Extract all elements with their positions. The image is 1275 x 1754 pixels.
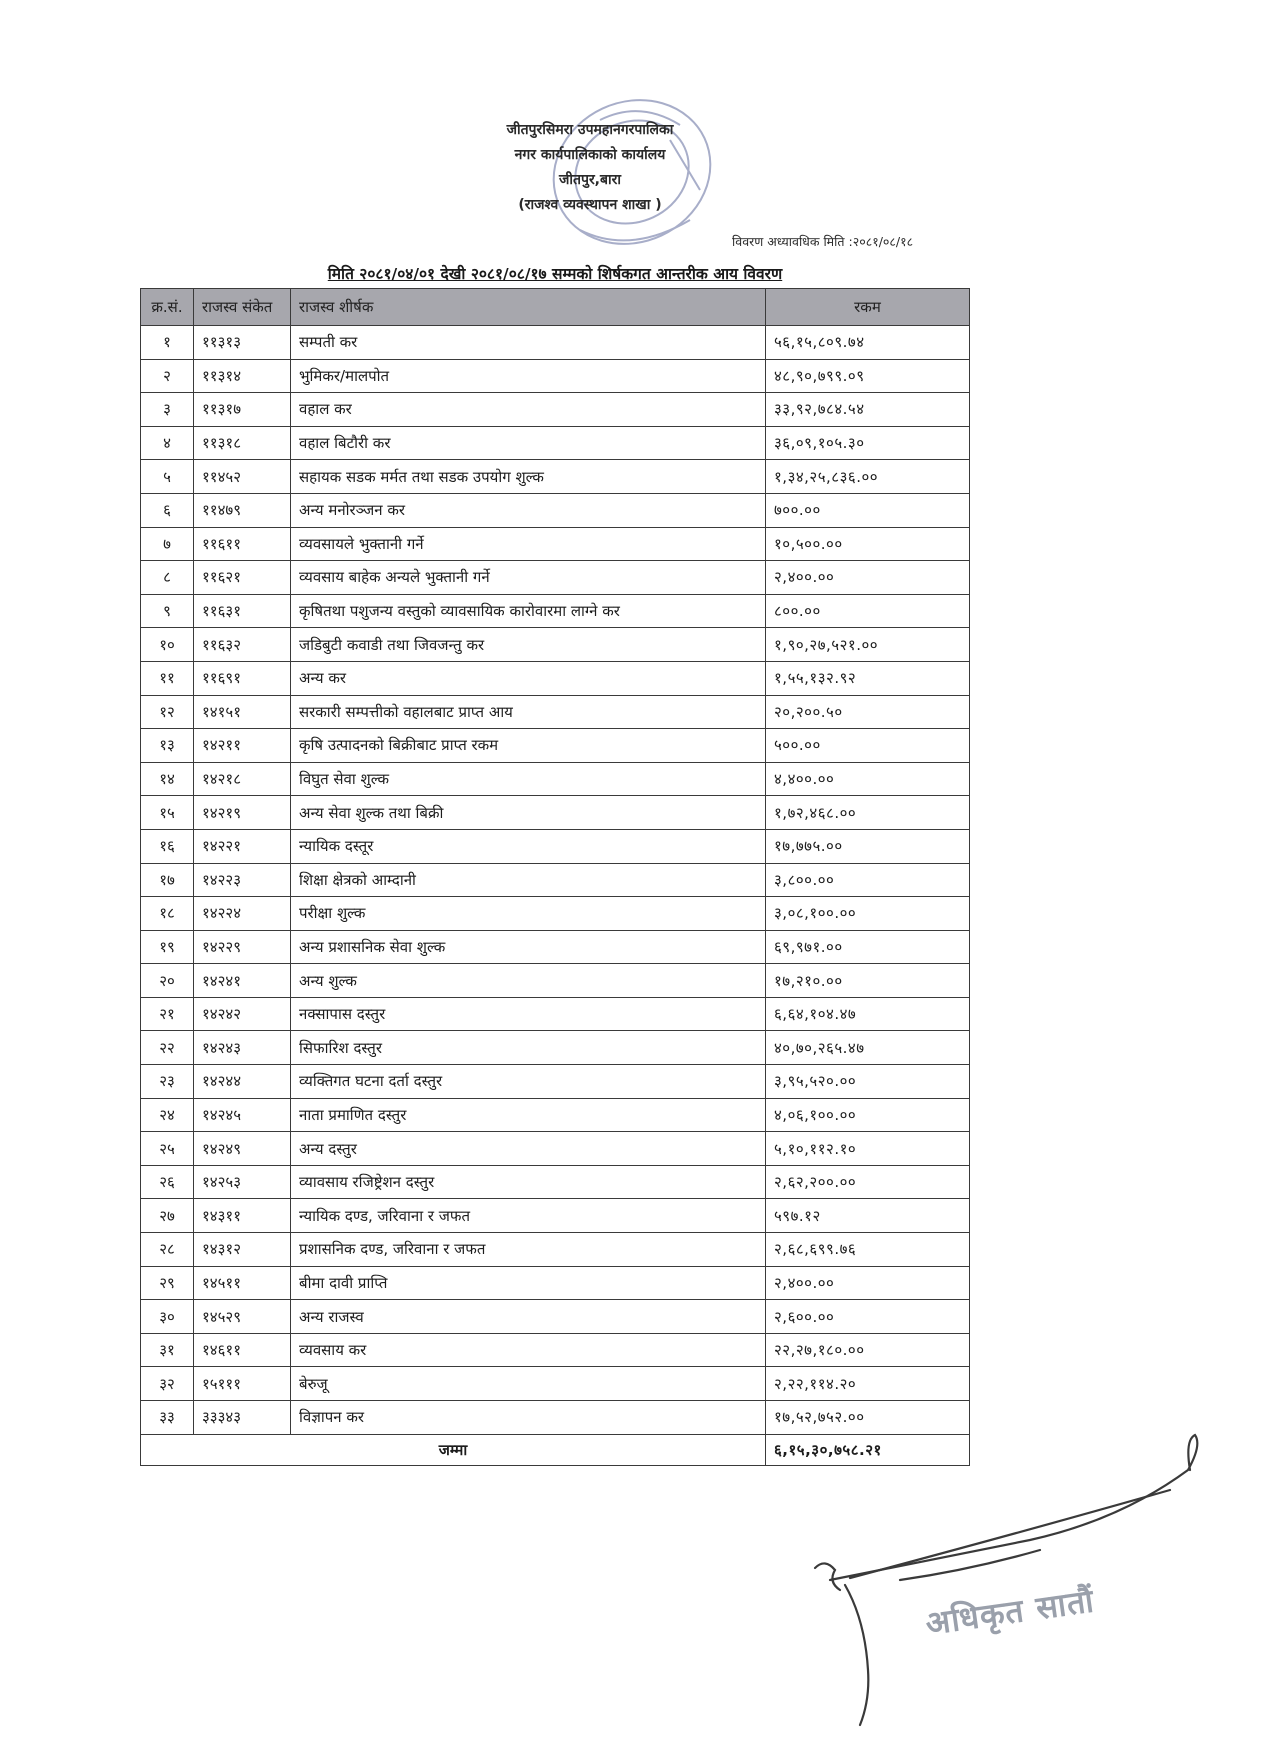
revenue-table [140, 288, 970, 1466]
table-row [141, 1333, 970, 1367]
cell-amount: ७००.०० [766, 493, 970, 527]
cell-sn: १९ [141, 930, 194, 964]
cell-sn: २६ [141, 1165, 194, 1199]
table-row [141, 964, 970, 998]
cell-heading: सरकारी सम्पत्तीको वहालबाट प्राप्त आय [291, 695, 766, 729]
cell-sn: ४ [141, 426, 194, 460]
cell-sn: १७ [141, 863, 194, 897]
cell-sn: २३ [141, 1065, 194, 1099]
signature [790, 1430, 1210, 1730]
office-name: नगर कार्यपालिकाको कार्यालय [514, 147, 666, 163]
cell-amount: १,७२,४६८.०० [766, 796, 970, 830]
cell-code: १४३१२ [194, 1233, 291, 1267]
cell-heading: व्यवसाय कर [291, 1333, 766, 1367]
table-row [141, 460, 970, 494]
cell-amount: २,४००.०० [766, 561, 970, 595]
revenue-table-body [141, 326, 970, 1435]
cell-code: १४५२९ [194, 1300, 291, 1334]
table-row [141, 1132, 970, 1166]
cell-amount: १,३४,२५,८३६.०० [766, 460, 970, 494]
cell-sn: २९ [141, 1266, 194, 1300]
cell-heading: अन्य मनोरञ्जन कर [291, 493, 766, 527]
cell-heading: सहायक सडक मर्मत तथा सडक उपयोग शुल्क [291, 460, 766, 494]
cell-code: १४२४५ [194, 1098, 291, 1132]
cell-sn: ६ [141, 493, 194, 527]
cell-sn: १८ [141, 897, 194, 931]
cell-code: ११३१३ [194, 326, 291, 360]
cell-code: १४२४४ [194, 1065, 291, 1099]
cell-amount: २,२२,११४.२० [766, 1367, 970, 1401]
col-header-amount: रकम [766, 289, 970, 326]
cell-heading: अन्य प्रशासनिक सेवा शुल्क [291, 930, 766, 964]
municipality-name: जीतपुरसिमरा उपमहानगरपालिका [506, 122, 674, 138]
cell-heading: कृषि उत्पादनको बिक्रीबाट प्राप्त रकम [291, 729, 766, 763]
office-header [430, 118, 750, 218]
cell-code: १४५११ [194, 1266, 291, 1300]
cell-sn: १ [141, 326, 194, 360]
cell-amount: ४०,७०,२६५.४७ [766, 1031, 970, 1065]
table-row [141, 1367, 970, 1401]
table-row [141, 1065, 970, 1099]
cell-heading: वहाल बिटौरी कर [291, 426, 766, 460]
table-row [141, 997, 970, 1031]
table-row [141, 1031, 970, 1065]
cell-sn: ३१ [141, 1333, 194, 1367]
cell-code: ११६३२ [194, 628, 291, 662]
cell-sn: २७ [141, 1199, 194, 1233]
table-row [141, 930, 970, 964]
cell-amount: ५९७.१२ [766, 1199, 970, 1233]
table-row [141, 729, 970, 763]
cell-sn: १३ [141, 729, 194, 763]
table-row [141, 695, 970, 729]
designation-stamp: अधिकृत सातौं [923, 1581, 1097, 1643]
table-row [141, 493, 970, 527]
cell-amount: १,९०,२७,५२१.०० [766, 628, 970, 662]
cell-heading: नाता प्रमाणित दस्तुर [291, 1098, 766, 1132]
cell-heading: अन्य सेवा शुल्क तथा बिक्री [291, 796, 766, 830]
cell-code: १४२१९ [194, 796, 291, 830]
cell-code: १४२५३ [194, 1165, 291, 1199]
cell-code: ११४७९ [194, 493, 291, 527]
cell-amount: २,६००.०० [766, 1300, 970, 1334]
cell-amount: ५००.०० [766, 729, 970, 763]
cell-amount: ५६,१५,८०९.७४ [766, 326, 970, 360]
cell-heading: न्यायिक दस्तूर [291, 829, 766, 863]
cell-code: १४१५१ [194, 695, 291, 729]
cell-code: १४२४१ [194, 964, 291, 998]
cell-heading: व्यवसायले भुक्तानी गर्ने [291, 527, 766, 561]
cell-sn: ३ [141, 393, 194, 427]
cell-amount: ३६,०९,१०५.३० [766, 426, 970, 460]
cell-heading: नक्सापास दस्तुर [291, 997, 766, 1031]
cell-code: १४२१८ [194, 762, 291, 796]
cell-sn: ११ [141, 661, 194, 695]
cell-heading: व्यक्तिगत घटना दर्ता दस्तुर [291, 1065, 766, 1099]
cell-code: १४२११ [194, 729, 291, 763]
table-row [141, 796, 970, 830]
col-header-code: राजस्व संकेत [194, 289, 291, 326]
cell-heading: न्यायिक दण्ड, जरिवाना र जफत [291, 1199, 766, 1233]
cell-amount: १०,५००.०० [766, 527, 970, 561]
cell-code: १४२४९ [194, 1132, 291, 1166]
cell-amount: ३,८००.०० [766, 863, 970, 897]
cell-amount: ६९,९७१.०० [766, 930, 970, 964]
table-row [141, 1098, 970, 1132]
col-header-heading: राजस्व शीर्षक [291, 289, 766, 326]
cell-amount: २,६८,६९९.७६ [766, 1233, 970, 1267]
cell-heading: व्यवसाय बाहेक अन्यले भुक्तानी गर्ने [291, 561, 766, 595]
cell-heading: अन्य शुल्क [291, 964, 766, 998]
cell-heading: सम्पती कर [291, 326, 766, 360]
cell-amount: ४८,९०,७९९.०९ [766, 359, 970, 393]
cell-sn: ८ [141, 561, 194, 595]
cell-code: १४२४३ [194, 1031, 291, 1065]
table-row [141, 359, 970, 393]
cell-heading: जडिबुटी कवाडी तथा जिवजन्तु कर [291, 628, 766, 662]
cell-sn: १४ [141, 762, 194, 796]
cell-sn: २१ [141, 997, 194, 1031]
report-updated-date: विवरण अध्यावधिक मिति :२०८१/०८/१८ [732, 234, 914, 249]
cell-sn: २८ [141, 1233, 194, 1267]
cell-code: ११३१७ [194, 393, 291, 427]
cell-code: ११६३१ [194, 594, 291, 628]
cell-amount: ३,०८,१००.०० [766, 897, 970, 931]
cell-heading: बेरुजू [291, 1367, 766, 1401]
cell-code: ३३३४३ [194, 1401, 291, 1435]
col-header-sn: क्र.सं. [141, 289, 194, 326]
cell-sn: १२ [141, 695, 194, 729]
cell-code: ११६११ [194, 527, 291, 561]
table-row [141, 863, 970, 897]
cell-sn: ९ [141, 594, 194, 628]
cell-amount: ४,०६,१००.०० [766, 1098, 970, 1132]
cell-amount: १७,५२,७५२.०० [766, 1401, 970, 1435]
cell-sn: १६ [141, 829, 194, 863]
cell-heading: प्रशासनिक दण्ड, जरिवाना र जफत [291, 1233, 766, 1267]
cell-amount: १७,२१०.०० [766, 964, 970, 998]
cell-amount: ८००.०० [766, 594, 970, 628]
cell-code: ११६२१ [194, 561, 291, 595]
cell-code: ११३१४ [194, 359, 291, 393]
cell-heading: अन्य दस्तुर [291, 1132, 766, 1166]
cell-sn: २ [141, 359, 194, 393]
cell-heading: बीमा दावी प्राप्ति [291, 1266, 766, 1300]
table-row [141, 661, 970, 695]
cell-heading: विज्ञापन कर [291, 1401, 766, 1435]
cell-heading: सिफारिश दस्तुर [291, 1031, 766, 1065]
cell-amount: २०,२००.५० [766, 695, 970, 729]
table-row [141, 628, 970, 662]
cell-amount: २,४००.०० [766, 1266, 970, 1300]
cell-code: ११३१८ [194, 426, 291, 460]
total-amount: ६,१५,३०,७५८.२१ [766, 1434, 970, 1465]
cell-sn: ७ [141, 527, 194, 561]
cell-amount: ४,४००.०० [766, 762, 970, 796]
cell-code: १४२२४ [194, 897, 291, 931]
table-row [141, 1300, 970, 1334]
cell-code: १४२२१ [194, 829, 291, 863]
cell-heading: शिक्षा क्षेत्रको आम्दानी [291, 863, 766, 897]
office-location: जीतपुर,बारा [559, 172, 621, 188]
table-header-row [141, 289, 970, 326]
table-row [141, 1233, 970, 1267]
cell-sn: १५ [141, 796, 194, 830]
cell-amount: २,६२,२००.०० [766, 1165, 970, 1199]
total-label: जम्मा [141, 1434, 766, 1465]
cell-code: १५१११ [194, 1367, 291, 1401]
cell-heading: भुमिकर/मालपोत [291, 359, 766, 393]
table-row [141, 561, 970, 595]
cell-code: १४२४२ [194, 997, 291, 1031]
table-row [141, 1199, 970, 1233]
cell-amount: २२,२७,१८०.०० [766, 1333, 970, 1367]
cell-amount: ६,६४,१०४.४७ [766, 997, 970, 1031]
cell-sn: ३० [141, 1300, 194, 1334]
cell-code: १४२२९ [194, 930, 291, 964]
cell-sn: २२ [141, 1031, 194, 1065]
cell-amount: ५,१०,११२.१० [766, 1132, 970, 1166]
table-row [141, 1165, 970, 1199]
cell-heading: व्यावसाय रजिष्ट्रेशन दस्तुर [291, 1165, 766, 1199]
document-title: मिति २०८१/०४/०१ देखी २०८१/०८/१७ सम्मको शिर्षकगत आन्तरीक आय विवरण [327, 265, 783, 283]
cell-heading: वहाल कर [291, 393, 766, 427]
table-row [141, 527, 970, 561]
cell-heading: अन्य कर [291, 661, 766, 695]
cell-amount: ३३,९२,७८४.५४ [766, 393, 970, 427]
section-name: (राजश्व व्यवस्थापन शाखा ) [518, 197, 662, 213]
cell-sn: २४ [141, 1098, 194, 1132]
table-row [141, 762, 970, 796]
cell-amount: १७,७७५.०० [766, 829, 970, 863]
table-row [141, 829, 970, 863]
cell-heading: परीक्षा शुल्क [291, 897, 766, 931]
cell-code: १४३११ [194, 1199, 291, 1233]
table-row [141, 594, 970, 628]
cell-amount: ३,९५,५२०.०० [766, 1065, 970, 1099]
cell-amount: १,५५,१३२.९२ [766, 661, 970, 695]
table-row [141, 426, 970, 460]
cell-heading: कृषितथा पशुजन्य वस्तुको व्यावसायिक कारोवारमा लाग्ने कर [291, 594, 766, 628]
table-row [141, 326, 970, 360]
cell-code: ११६९१ [194, 661, 291, 695]
cell-sn: २५ [141, 1132, 194, 1166]
table-row [141, 393, 970, 427]
cell-code: १४६११ [194, 1333, 291, 1367]
cell-sn: १० [141, 628, 194, 662]
cell-sn: ३३ [141, 1401, 194, 1435]
cell-sn: ३२ [141, 1367, 194, 1401]
table-row [141, 1266, 970, 1300]
cell-sn: २० [141, 964, 194, 998]
cell-heading: अन्य राजस्व [291, 1300, 766, 1334]
cell-sn: ५ [141, 460, 194, 494]
cell-code: ११४५२ [194, 460, 291, 494]
cell-code: १४२२३ [194, 863, 291, 897]
table-row [141, 897, 970, 931]
cell-heading: विघुत सेवा शुल्क [291, 762, 766, 796]
